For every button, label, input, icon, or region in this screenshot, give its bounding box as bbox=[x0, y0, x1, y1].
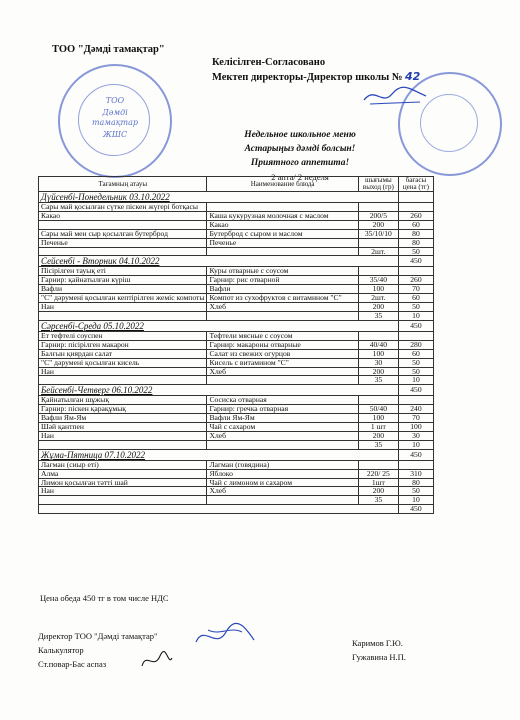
day-total: 450 bbox=[398, 320, 433, 331]
table-row bbox=[39, 469, 434, 478]
dish-name-ru: Каша кукурузная молочная с маслом bbox=[207, 211, 358, 220]
dish-name-ru: Кисель с витамином "С" bbox=[207, 358, 358, 367]
dish-name-kz bbox=[39, 311, 207, 320]
dish-name-kz: Гарнир: пісірілген макарон bbox=[39, 340, 207, 349]
table-header-row bbox=[39, 177, 434, 192]
table-row bbox=[39, 340, 434, 349]
day-total: 450 bbox=[398, 256, 433, 267]
school-director-label: Мектеп директоры-Директор школы № bbox=[212, 72, 403, 83]
company-seal-stamp: ТОО Дәмді тамақтар ЖШС bbox=[58, 64, 172, 178]
day-total bbox=[398, 192, 433, 203]
dish-name-kz: Нан bbox=[39, 367, 207, 376]
day-name: Сәрсенбі-Среда 05.10.2022 bbox=[39, 320, 399, 331]
dish-output: 40/40 bbox=[358, 340, 398, 349]
dish-name-kz: Қайнатылған шұжық bbox=[39, 396, 207, 405]
dish-name-kz: Ет тефтелі соуспен bbox=[39, 331, 207, 340]
dish-price: 260 bbox=[398, 276, 433, 285]
dish-name-ru: Хлеб bbox=[207, 367, 358, 376]
day-header-row bbox=[39, 256, 434, 267]
dish-name-ru: Салат из свежих огурцов bbox=[207, 349, 358, 358]
dish-name-kz: Пісірілген тауық еті bbox=[39, 267, 207, 276]
table-row bbox=[39, 211, 434, 220]
table-row bbox=[39, 247, 434, 256]
dish-output: 50/40 bbox=[358, 405, 398, 414]
dish-name-kz: Печенье bbox=[39, 238, 207, 247]
dish-price: 50 bbox=[398, 247, 433, 256]
day-total: 450 bbox=[398, 449, 433, 460]
dish-name-ru: Вафли Ям-Ям bbox=[207, 414, 358, 423]
day-name: Бейсенбі-Четверг 06.10.2022 bbox=[39, 385, 399, 396]
dish-output: 200/5 bbox=[358, 211, 398, 220]
dish-output: 100 bbox=[358, 285, 398, 294]
footer-chef: Ст.повар-Бас аспаз bbox=[38, 659, 107, 669]
footer-names bbox=[352, 636, 406, 664]
dish-output: 220/ 25 bbox=[358, 469, 398, 478]
dish-name-kz: "С" дәрумені қосылған кисель bbox=[39, 358, 207, 367]
footer-name-1: Каримов Г.Ю. bbox=[352, 638, 403, 648]
dish-name-ru: Хлеб bbox=[207, 487, 358, 496]
dish-price bbox=[398, 203, 433, 212]
greeting-ru: Приятного аппетита! bbox=[250, 158, 350, 168]
table-row bbox=[39, 358, 434, 367]
table-row bbox=[39, 285, 434, 294]
dish-output: 2шт. bbox=[358, 247, 398, 256]
day-header-row bbox=[39, 449, 434, 460]
header-name-kz: Тағамның атауы bbox=[39, 177, 207, 192]
dish-output: 100 bbox=[358, 414, 398, 423]
dish-price: 80 bbox=[398, 478, 433, 487]
dish-price: 80 bbox=[398, 238, 433, 247]
dish-price: 50 bbox=[398, 358, 433, 367]
dish-output bbox=[358, 238, 398, 247]
dish-price: 260 bbox=[398, 211, 433, 220]
table-row bbox=[39, 396, 434, 405]
dish-price bbox=[398, 396, 433, 405]
dish-name-kz: Алма bbox=[39, 469, 207, 478]
table-row bbox=[39, 440, 434, 449]
dish-output: 2шт. bbox=[358, 294, 398, 303]
footer-calculator: Калькулятор bbox=[38, 645, 84, 655]
dish-name-kz: Гарнир: піскен қарақұмық bbox=[39, 405, 207, 414]
dish-name-ru: Гарнир: рис отварной bbox=[207, 276, 358, 285]
dish-output: 35/40 bbox=[358, 276, 398, 285]
dish-name-ru: Яблоко bbox=[207, 469, 358, 478]
table-row bbox=[39, 238, 434, 247]
dish-price: 310 bbox=[398, 469, 433, 478]
dish-price: 240 bbox=[398, 405, 433, 414]
dish-output: 200 bbox=[358, 367, 398, 376]
dish-price: 10 bbox=[398, 496, 433, 505]
dish-name-kz: Какао bbox=[39, 211, 207, 220]
dish-price: 10 bbox=[398, 376, 433, 385]
dish-name-ru: Хлеб bbox=[207, 431, 358, 440]
dish-name-kz bbox=[39, 440, 207, 449]
table-row bbox=[39, 414, 434, 423]
table-row bbox=[39, 487, 434, 496]
dish-output: 35/10/10 bbox=[358, 229, 398, 238]
dish-name-ru bbox=[207, 247, 358, 256]
dish-name-ru: Тефтели мясные с соусом bbox=[207, 331, 358, 340]
dish-output: 100 bbox=[358, 349, 398, 358]
dish-name-ru: Чай с лимоном и сахаром bbox=[207, 478, 358, 487]
dish-output: 200 bbox=[358, 431, 398, 440]
dish-output: 35 bbox=[358, 311, 398, 320]
dish-output bbox=[358, 267, 398, 276]
dish-price: 50 bbox=[398, 487, 433, 496]
dish-price: 10 bbox=[398, 440, 433, 449]
day-header-row bbox=[39, 320, 434, 331]
total-row bbox=[39, 505, 434, 514]
dish-name-kz bbox=[39, 220, 207, 229]
dish-output: 30 bbox=[358, 358, 398, 367]
table-row bbox=[39, 423, 434, 432]
director-signature bbox=[360, 82, 430, 108]
menu-table bbox=[38, 176, 434, 514]
dish-name-kz: Вафли bbox=[39, 285, 207, 294]
day-name: Дүйсенбі-Понедельник 03.10.2022 bbox=[39, 192, 399, 203]
dish-name-kz: "С" дәрумені қосылған кептірілген жеміс компоты bbox=[39, 294, 207, 303]
day-name: Жұма-Пятница 07.10.2022 bbox=[39, 449, 399, 460]
company-name: ТОО "Дәмді тамақтар" bbox=[52, 44, 165, 55]
day-name: Сейсенбі - Вторник 04.10.2022 bbox=[39, 256, 399, 267]
table-row bbox=[39, 331, 434, 340]
school-number: 42 bbox=[405, 70, 421, 83]
final-total: 450 bbox=[398, 505, 433, 514]
dish-name-kz bbox=[39, 247, 207, 256]
table-row bbox=[39, 460, 434, 469]
dish-price: 30 bbox=[398, 431, 433, 440]
dish-name-kz: Нан bbox=[39, 487, 207, 496]
table-row bbox=[39, 478, 434, 487]
dish-name-kz: Балғын қиярдан салат bbox=[39, 349, 207, 358]
approval-block bbox=[212, 56, 420, 85]
dish-name-ru: Какао bbox=[207, 220, 358, 229]
table-row bbox=[39, 376, 434, 385]
header-name-ru: Наименование блюда bbox=[207, 177, 358, 192]
dish-output bbox=[358, 396, 398, 405]
dish-name-kz: Шәй қантпен bbox=[39, 423, 207, 432]
dish-output: 35 bbox=[358, 376, 398, 385]
dish-price bbox=[398, 267, 433, 276]
dish-name-ru: Бутерброд с сыром и маслом bbox=[207, 229, 358, 238]
table-row bbox=[39, 349, 434, 358]
menu-title: Недельное школьное меню bbox=[244, 130, 356, 140]
dish-name-kz: Гарнир: қайнатылған күріш bbox=[39, 276, 207, 285]
dish-price bbox=[398, 460, 433, 469]
dish-output bbox=[358, 460, 398, 469]
table-row bbox=[39, 294, 434, 303]
table-row bbox=[39, 229, 434, 238]
table-row bbox=[39, 220, 434, 229]
dish-name-kz: Лимон қосылған тәтті шай bbox=[39, 478, 207, 487]
dish-name-kz: Сары май қосылған сүтке піскен жүгері ботқасы bbox=[39, 203, 207, 212]
week-label: 2 апта/ 2 неделя bbox=[271, 172, 329, 182]
day-total: 450 bbox=[398, 385, 433, 396]
dish-name-ru: Гарнир: макароны отварные bbox=[207, 340, 358, 349]
footer-director: Директор ТОО "Дәмді тамақтар" bbox=[38, 631, 158, 641]
dish-output: 35 bbox=[358, 440, 398, 449]
dish-name-ru: Чай с сахаром bbox=[207, 423, 358, 432]
dish-name-kz: Вафли Ям-Ям bbox=[39, 414, 207, 423]
dish-output: 200 bbox=[358, 220, 398, 229]
table-row bbox=[39, 405, 434, 414]
dish-output bbox=[358, 203, 398, 212]
day-header-row bbox=[39, 192, 434, 203]
dish-name-ru: Лагман (говядина) bbox=[207, 460, 358, 469]
dish-price bbox=[398, 331, 433, 340]
dish-name-ru: Компот из сухофруктов с витамином "С" bbox=[207, 294, 358, 303]
dish-price: 50 bbox=[398, 303, 433, 312]
greeting-kz: Астарыңыз дәмді болсын! bbox=[244, 144, 356, 154]
dish-name-ru: Гарнир: гречка отварная bbox=[207, 405, 358, 414]
dish-name-ru: Куры отварные с соусом bbox=[207, 267, 358, 276]
chef-signature bbox=[138, 648, 174, 674]
dish-output: 200 bbox=[358, 487, 398, 496]
dish-name-ru bbox=[207, 376, 358, 385]
header-price: бағасы цена (тг) bbox=[398, 177, 433, 192]
dish-price: 60 bbox=[398, 349, 433, 358]
table-row bbox=[39, 267, 434, 276]
dish-name-kz: Лағман (сиыр еті) bbox=[39, 460, 207, 469]
dish-price: 10 bbox=[398, 311, 433, 320]
dish-name-ru bbox=[207, 311, 358, 320]
dish-price: 60 bbox=[398, 294, 433, 303]
table-row bbox=[39, 311, 434, 320]
price-note: Цена обеда 450 тг в том числе НДС bbox=[40, 593, 169, 603]
dish-price: 70 bbox=[398, 414, 433, 423]
dish-price: 80 bbox=[398, 229, 433, 238]
dish-price: 60 bbox=[398, 220, 433, 229]
day-header-row bbox=[39, 385, 434, 396]
dish-name-kz: Нан bbox=[39, 431, 207, 440]
dish-name-ru: Хлеб bbox=[207, 303, 358, 312]
dish-name-kz: Сары май мен сыр қосылған бутерброд bbox=[39, 229, 207, 238]
dish-output bbox=[358, 331, 398, 340]
dish-output: 200 bbox=[358, 303, 398, 312]
header-output: шығымы выход (гр) bbox=[358, 177, 398, 192]
approval-label: Келісілген-Согласовано bbox=[212, 57, 326, 68]
dish-output: 1шт bbox=[358, 478, 398, 487]
dish-price: 100 bbox=[398, 423, 433, 432]
table-row bbox=[39, 496, 434, 505]
dish-name-ru bbox=[207, 440, 358, 449]
dish-name-ru: Сосиска отварная bbox=[207, 396, 358, 405]
dish-output: 1 шт bbox=[358, 423, 398, 432]
dish-price: 70 bbox=[398, 285, 433, 294]
table-row bbox=[39, 276, 434, 285]
dish-name-ru: Вафли bbox=[207, 285, 358, 294]
dish-price: 50 bbox=[398, 367, 433, 376]
dish-name-kz bbox=[39, 496, 207, 505]
table-row bbox=[39, 431, 434, 440]
table-row bbox=[39, 303, 434, 312]
dish-name-ru bbox=[207, 496, 358, 505]
dish-name-kz: Нан bbox=[39, 303, 207, 312]
dish-output: 35 bbox=[358, 496, 398, 505]
total-blank bbox=[39, 505, 399, 514]
dish-name-kz bbox=[39, 376, 207, 385]
footer-name-2: Гужавина Н.П. bbox=[352, 652, 406, 662]
dish-price: 280 bbox=[398, 340, 433, 349]
table-row bbox=[39, 203, 434, 212]
dish-name-ru bbox=[207, 203, 358, 212]
dish-name-ru: Печенье bbox=[207, 238, 358, 247]
director-signature-footer bbox=[190, 622, 260, 652]
table-row bbox=[39, 367, 434, 376]
